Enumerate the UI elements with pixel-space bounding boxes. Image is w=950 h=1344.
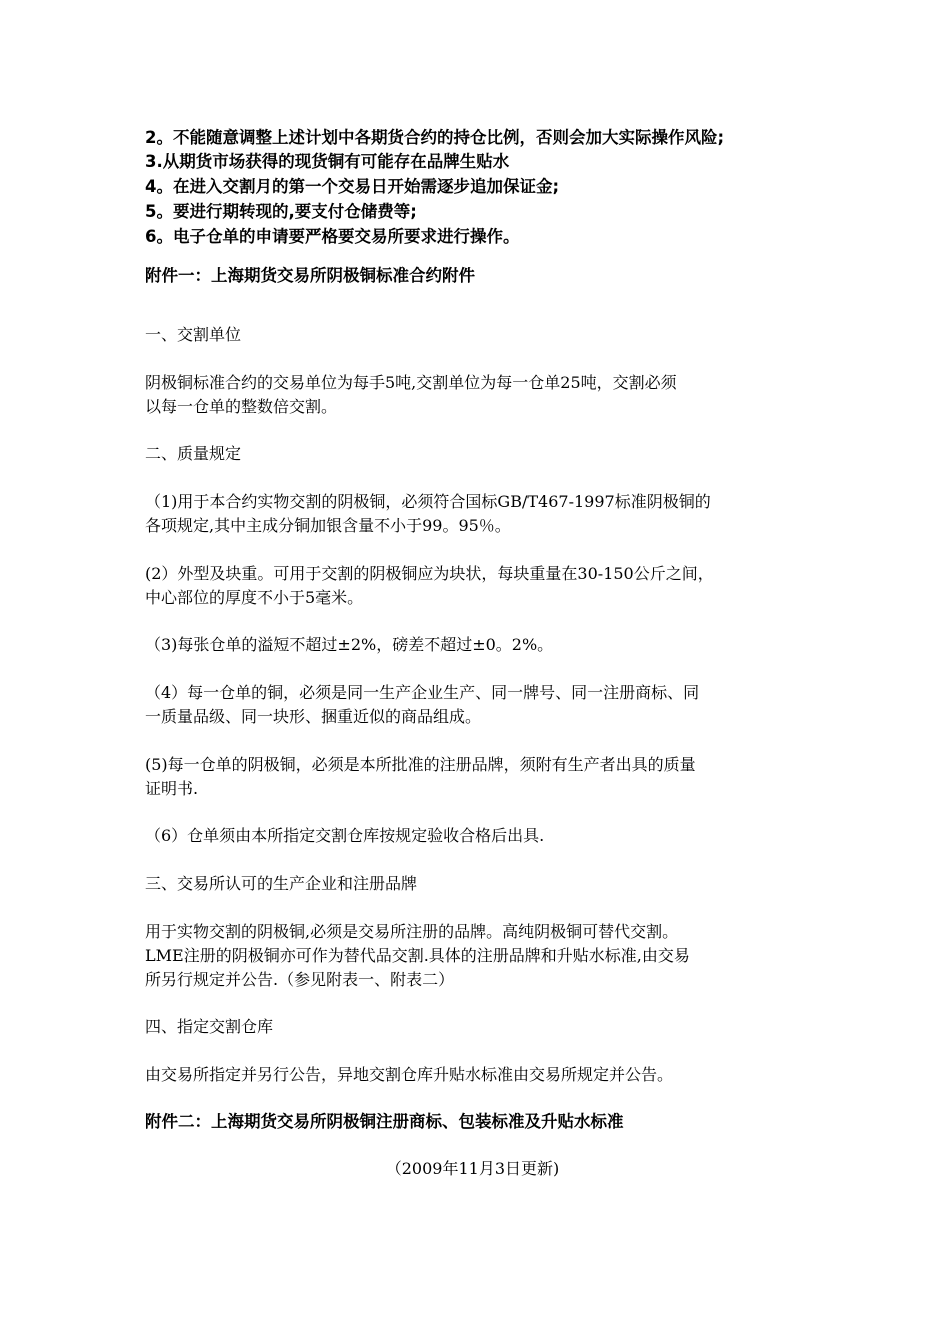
clause1-line-1: （1)用于本合约实物交割的阴极铜，必须符合国标GB/T467-1997标准阴极铜的 [145, 492, 711, 511]
note-5: 5。要进行期转现的,要支付仓储费等; [145, 202, 417, 221]
note-3: 3.从期货市场获得的现货铜有可能存在品牌生贴水 [145, 152, 510, 171]
section4-heading: 四、指定交割仓库 [145, 1017, 274, 1036]
section3-line-3: 所另行规定并公告.（参见附表一、附表二） [145, 970, 455, 989]
section3-line-1: 用于实物交割的阴极铜,必须是交易所注册的品牌。高纯阴极铜可替代交割。 [145, 922, 679, 941]
annex1-title: 附件一：上海期货交易所阴极铜标准合约附件 [145, 266, 475, 285]
note-2: 2。不能随意调整上述计划中各期货合约的持仓比例，否则会加大实际操作风险; [145, 128, 725, 147]
clause2-line-2: 中心部位的厚度不小于5毫米。 [145, 588, 364, 607]
note-4: 4。在进入交割月的第一个交易日开始需逐步追加保证金; [145, 177, 560, 196]
clause4-line-1: （4）每一仓单的铜，必须是同一生产企业生产、同一牌号、同一注册商标、同 [145, 683, 700, 702]
clause2-line-1: (2）外型及块重。可用于交割的阴极铜应为块状，每块重量在30-150公斤之间， [145, 564, 714, 583]
annex2-date: （2009年11月3日更新) [385, 1159, 560, 1178]
section3-heading: 三、交易所认可的生产企业和注册品牌 [145, 874, 418, 893]
section3-line-2: LME注册的阴极铜亦可作为替代品交割.具体的注册品牌和升贴水标准,由交易 [145, 946, 690, 965]
clause1-line-2: 各项规定,其中主成分铜加银含量不小于99。95％。 [145, 516, 511, 535]
section2-heading: 二、质量规定 [145, 444, 242, 463]
clause5-line-1: (5)每一仓单的阴极铜，必须是本所批准的注册品牌，须附有生产者出具的质量 [145, 755, 696, 774]
section4-line-1: 由交易所指定并另行公告，异地交割仓库升贴水标准由交易所规定并公告。 [145, 1065, 674, 1084]
section1-line-1: 阴极铜标准合约的交易单位为每手5吨,交割单位为每一仓单25吨，交割必须 [145, 373, 677, 392]
clause5-line-2: 证明书. [145, 779, 199, 798]
clause6-line-1: （6）仓单须由本所指定交割仓库按规定验收合格后出具. [145, 826, 545, 845]
section1-line-2: 以每一仓单的整数倍交割。 [145, 397, 338, 416]
clause4-line-2: 一质量品级、同一块形、捆重近似的商品组成。 [145, 707, 482, 726]
clause3-line-1: （3)每张仓单的溢短不超过±2%，磅差不超过±0。2%。 [145, 635, 554, 654]
section1-heading: 一、交割单位 [145, 325, 242, 344]
note-6: 6。电子仓单的申请要严格要交易所要求进行操作。 [145, 227, 520, 246]
annex2-title: 附件二：上海期货交易所阴极铜注册商标、包装标准及升贴水标准 [145, 1112, 624, 1131]
